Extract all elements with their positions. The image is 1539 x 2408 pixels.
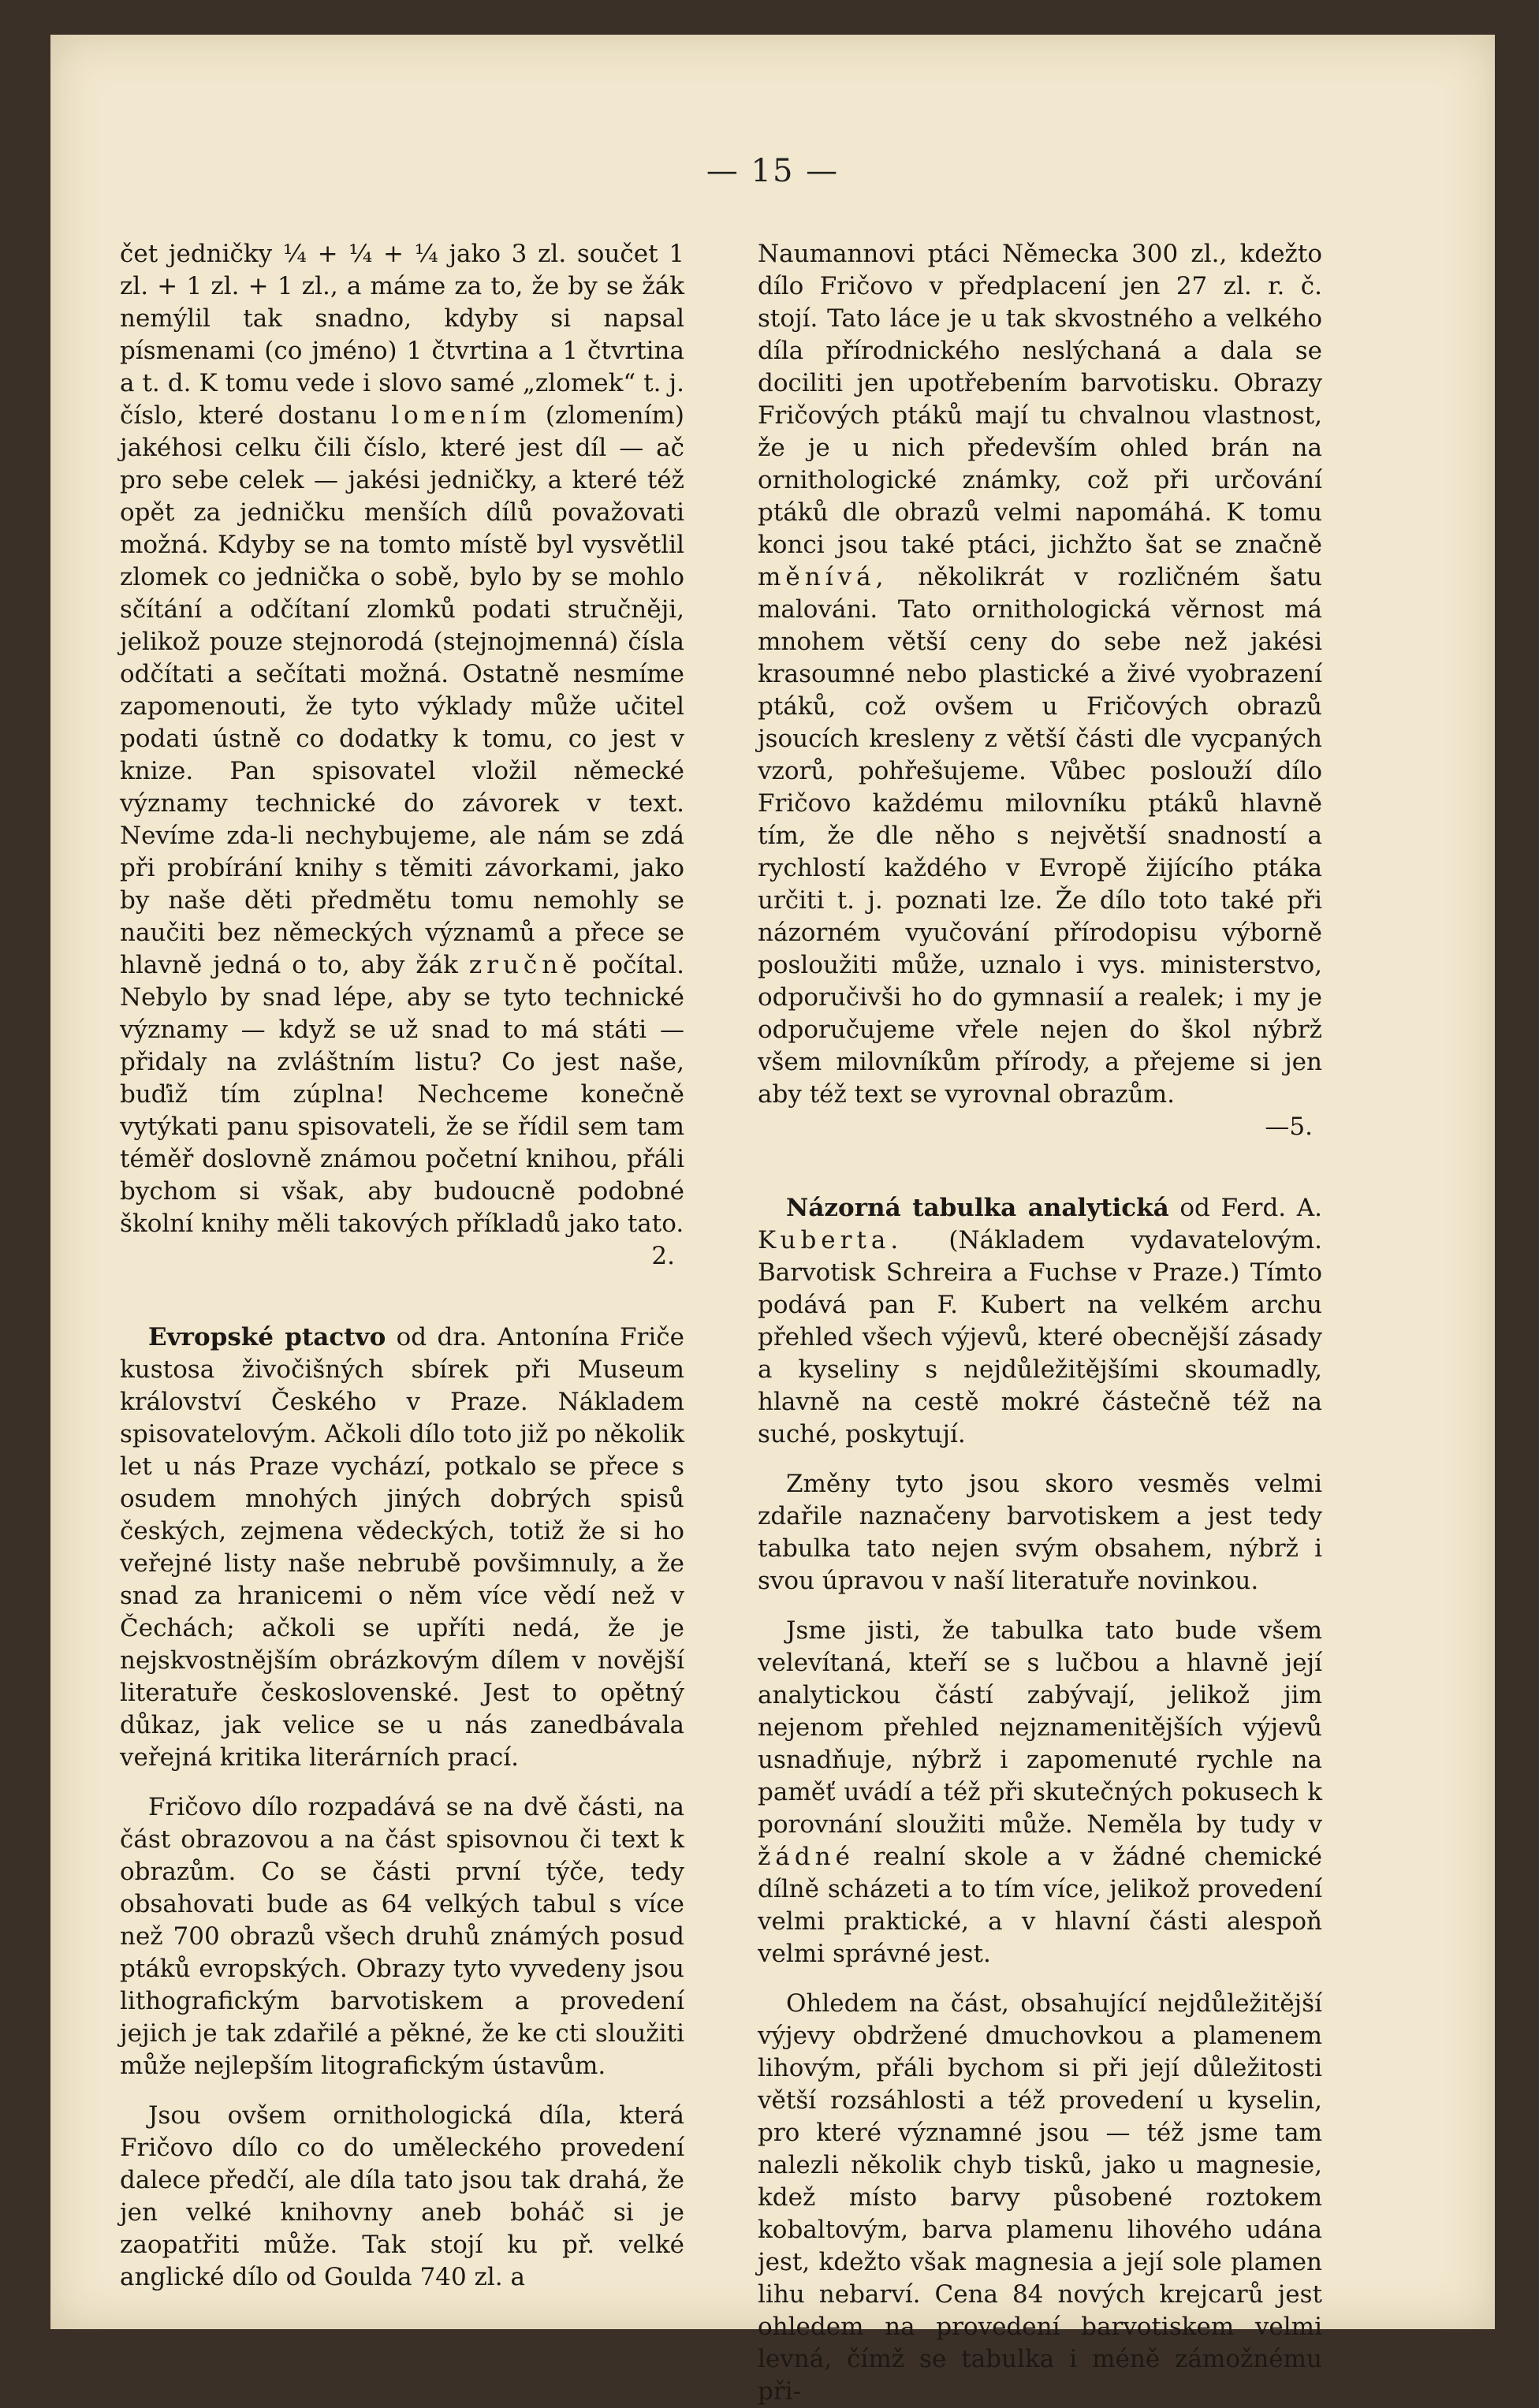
paragraph-text: několikrát v rozličném šatu malováni. Tato ornithologická věrnost má mnohem větší ceny do sebe než jakési krasoumné nebo plastické a živé vyobrazení ptáků, což ovšem u Fričových obrazů jsoucích kresleny z větší části dle vycpaných vzorů, pohřešujeme. Vůbec poslouží dílo Fričovo každému milovníku ptáků hlavně tím, že dle něho s největší snadností a rychlostí každého v Evropě žijícího ptáka určiti t. j. poznati lze. Že dílo toto také při názorném vyučování přírodopisu výborně posloužiti může, uznalo i vys. ministerstvo, odporučivši ho do gymnasií a realek; i my je odporučujeme vřele nejen do škol nýbrž všem milovníkům přírody, a přejeme si jen aby též text se vyrovnal obrazům.: [758, 563, 1323, 1109]
paragraph-text: Naumannovi ptáci Německa 300 zl., kdežto dílo Fričovo v předplacení jen 27 zl. r. č. stojí. Tato láce je u tak skvostného a velkého díla přírodnického neslýchaná a dala se dociliti jen upotřebením barvotisku. Obrazy Fričových ptáků mají tu chvalnou vlastnost, že je u nich především ohled brán na ornithologické známky, což při určování ptáků dle obrazů velmi napomáhá. K tomu konci jsou také ptáci, jichžto šat se značně: [758, 240, 1322, 559]
paragraph-text: čet jedničky ¼ + ¼ + ¼ jako 3 zl. součet 1 zl. + 1 zl. + 1 zl., a máme za to, že by se žák nemýlil tak snadno, kdyby si napsal písmenami (co jméno) 1 čtvrtina a 1 čtvrtina a t. d. K tomu vede i slovo samé „zlomek“ t. j. číslo, které dostanu: [120, 240, 684, 430]
spaced-word: Kuberta.: [758, 1226, 904, 1254]
paragraph-text: realní skole a v žádné chemické dílně scházeti a to tím více, jelikož provedení velmi praktické, a v hlavní části alespoň velmi správné jest.: [758, 1843, 1322, 1968]
right-column: [758, 238, 1322, 2408]
paragraph-text: (Nákladem vydavatelovým. Barvotisk Schreira a Fuchse v Praze.) Tímto podává pan F. Kubert na velkém archu přehled všech výjevů, které obecnější zásady a kyseliny s nejdůležitějšími skoumadly, hlavně na cestě mokré částečně též na suché, poskytují.: [758, 1226, 1322, 1448]
paragraph: [758, 1615, 1322, 1970]
paragraph-text: od Ferd. A.: [1179, 1194, 1322, 1222]
paragraph-text: počítal. Nebylo by snad lépe, aby se tyto technické významy — když se už snad to má státi — přidaly na zvláštním listu? Co jest naše, buďiž tím zúplna! Nechceme konečně vytýkati panu spisovateli, že se řídil sem tam téměř doslovně známou početní knihou, přáli bychom si však, aby budoucně podobné školní knihy měli takových příkladů jako tato.: [120, 951, 684, 1238]
left-column: [120, 238, 684, 2294]
author-signature: —5.: [1265, 1113, 1313, 1141]
article-title: Evropské ptactvo: [148, 1323, 386, 1351]
paragraph-text: od dra. Antonína Friče kustosa živočišných sbírek při Museum království Českého v Praze. Nákladem spisovatelovým. Ačkoli dílo toto již po několik let u nás Praze vychází, potkalo se přece s osudem mnohých jiných dobrých spisů českých, zejmena vědeckých, totiž že si ho veřejné listy naše nebrubě povšimnuly, a že snad za hranicemi o něm více vědí než v Čechách; ačkoli se upříti nedá, že je nejskvostnějším obrázkovým dílem v novější literatuře československé. Jest to opětný důkaz, jak velice se u nás zanedbávala veřejná kritika literárních prací.: [120, 1323, 684, 1772]
paragraph: Změny tyto jsou skoro vesměs velmi zdařile naznačeny barvotiskem a jest tedy tabulka tato nejen svým obsahem, nýbrž i svou úpravou v naší literatuře novinkou.: [758, 1470, 1322, 1595]
paragraph: Ohledem na část, obsahující nejdůležitější výjevy obdržené dmuchovkou a plamenem lihovým, přáli bychom si při její důležitosti větší rozsáhlosti a též provedení u kyselin, pro které významné jsou — též jsme tam nalezli několik chyb tisků, jako u magnesie, kdež místo barvy působené roztokem kobaltovým, barva plamenu lihového udána jest, kdežto však magnesia a její sole plamen lihu nebarví. Cena 84 nových krejcarů jest ohledem na provedení barvotiskem velmi levná, čímž se tabulka i méně zámožnému při-: [758, 1989, 1322, 2406]
page-sheet: [50, 35, 1495, 2406]
paragraph-text: (zlomením) jakéhosi celku čili číslo, které jest díl — ač pro sebe celek — jakési jedničky, a které též opět za jedničku menších dílů považovati možná. Kdyby se na tomto místě byl vysvětlil zlomek co jednička o sobě, bylo by se mohlo sčítání a odčítaní zlomků podati stručněji, jelikož pouze stejnorodá (stejnojmenná) čísla odčítati a sečítati možná. Ostatně nesmíme zapomenouti, že tyto výklady může učitel podati ústně co dodatky k tomu, co jest v knize. Pan spisovatel vložil německé významy technické do závorek v text. Nevíme zda-li nechybujeme, ale nám se zdá při probírání knihy s těmiti závorkami, jako by naše děti předmětu tomu nemohly se naučiti bez německých významů a přece se hlavně jedná o to, aby žák: [120, 401, 684, 979]
spaced-word: měnívá,: [758, 563, 889, 591]
spaced-word: lomením: [391, 401, 531, 430]
article-evropske-ptactvo: [120, 1321, 684, 1774]
spaced-word: zručně: [468, 951, 582, 979]
page-number: — 15 —: [706, 153, 840, 189]
article-nazorna-tabulka: [758, 1192, 1322, 1451]
paragraph-text: Jsme jisti, že tabulka tato bude všem velevítaná, kteří se s lučbou a hlavně její analytickou částí zabývají, jelikož jim nejenom přehled nejznamenitějších výjevů usnadňuje, nýbrž i zapomenuté rychle na paměť uvádí a též při skutečných pokusech k porovnání sloužiti může. Neměla by tudy v: [758, 1616, 1322, 1839]
author-signature: 2.: [651, 1242, 675, 1270]
spaced-word: žádné: [758, 1843, 855, 1871]
article-fractions-review: [120, 238, 684, 1273]
article-title: Názorná tabulka analytická: [786, 1194, 1169, 1222]
paragraph: Jsou ovšem ornithologická díla, která Fričovo dílo co do uměleckého provedení dalece předčí, ale díla tato jsou tak drahá, že jen velké knihovny aneb boháč si je zaopatřiti může. Tak stojí ku př. velké anglické dílo od Goulda 740 zl. a: [120, 2101, 684, 2291]
paragraph-continued: [758, 238, 1322, 1143]
paragraph: Fričovo dílo rozpadává se na dvě části, na část obrazovou a na část spisovnou či text k obrazům. Co se části první týče, tedy obsahovati bude as 64 velkých tabul s více než 700 obrazů všech druhů známých posud ptáků evropských. Obrazy tyto vyvedeny jsou lithografickým barvotiskem a provedení jejich je tak zdařilé a pěkné, že ke cti sloužiti může nejlepším litografickým ústavům.: [120, 1793, 684, 2080]
